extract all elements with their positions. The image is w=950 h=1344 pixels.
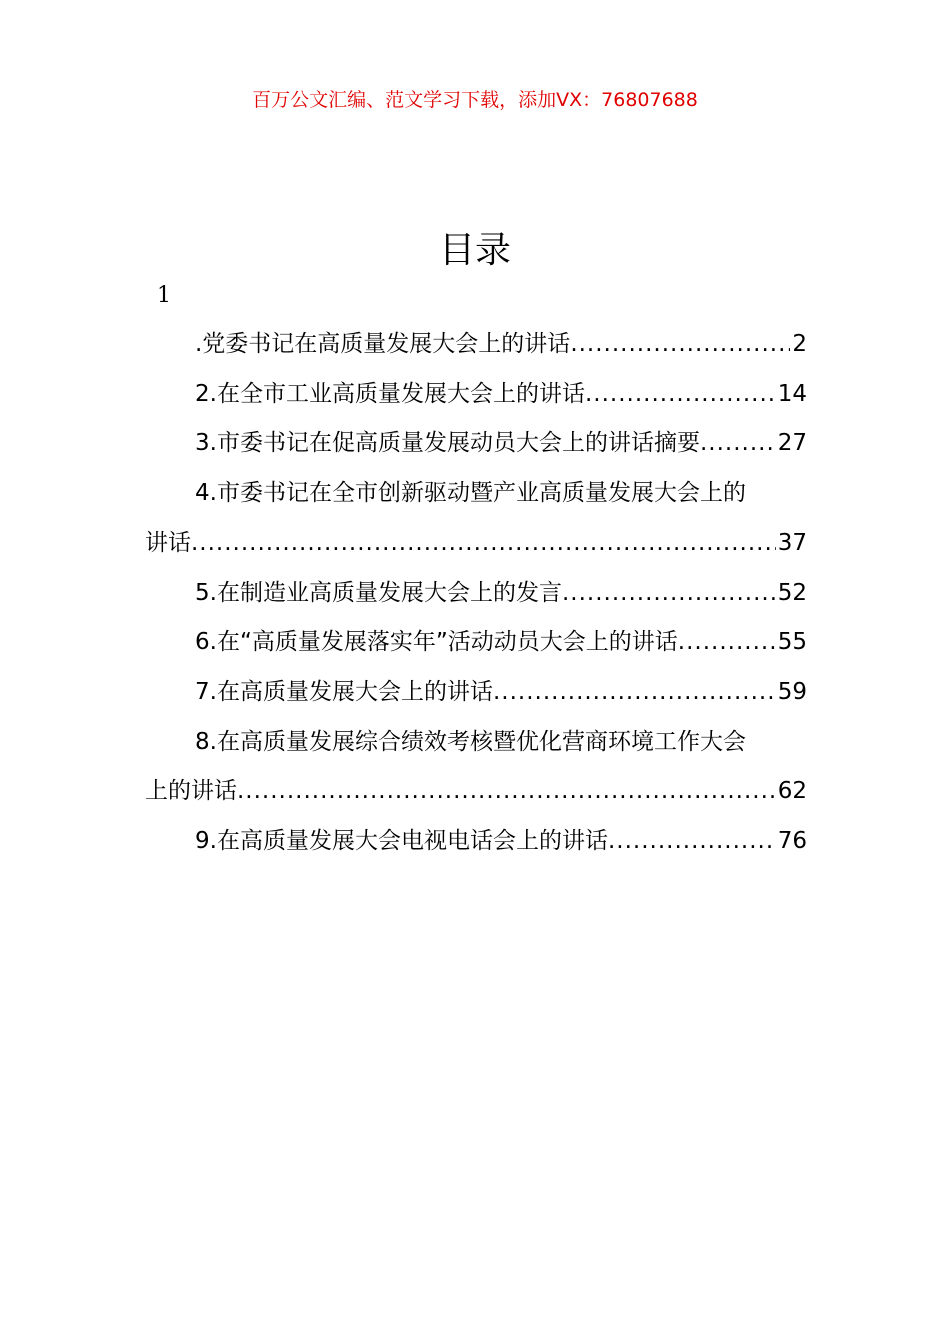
dot-leader <box>678 618 776 668</box>
toc-entry-2[interactable] <box>145 370 807 420</box>
toc-entry-title: 5.在制造业高质量发展大会上的发言 <box>195 579 562 606</box>
dot-leader <box>237 767 776 817</box>
toc-entry-title-continued: 讲话 <box>145 529 191 556</box>
toc-entry-title: 7.在高质量发展大会上的讲话 <box>195 678 493 705</box>
toc-entry-8[interactable] <box>145 718 807 817</box>
toc-entry-page: 37 <box>777 529 807 556</box>
toc-entry-page: 59 <box>777 678 807 705</box>
footnote-mark: 1 <box>157 283 171 308</box>
toc-entry-title: 6.在“高质量发展落实年”活动动员大会上的讲话 <box>195 629 678 656</box>
toc-entry-page: 14 <box>777 380 807 407</box>
dot-leader <box>700 419 776 469</box>
toc-entry-page: 52 <box>777 579 807 606</box>
dot-leader <box>191 519 776 569</box>
toc-entry-4[interactable] <box>145 469 807 568</box>
toc-entry-title: 3.市委书记在促高质量发展动员大会上的讲话摘要 <box>195 430 700 457</box>
toc-entry-7[interactable] <box>145 668 807 718</box>
dot-leader <box>570 320 790 370</box>
toc-entry-title: 2.在全市工业高质量发展大会上的讲话 <box>195 380 585 407</box>
toc-entry-1[interactable] <box>145 320 807 370</box>
toc-entry-6[interactable] <box>145 618 807 668</box>
toc-entry-title: 9.在高质量发展大会电视电话会上的讲话 <box>195 828 608 855</box>
toc-title: 目录 <box>438 230 511 271</box>
toc-entry-page: 27 <box>777 430 807 457</box>
dot-leader <box>562 569 776 619</box>
toc-entry-page: 2 <box>792 331 807 357</box>
toc-entry-title: 8.在高质量发展综合绩效考核暨优化营商环境工作大会 <box>195 728 746 755</box>
dot-leader <box>608 817 776 867</box>
toc-entry-title: 4.市委书记在全市创新驱动暨产业高质量发展大会上的 <box>195 480 746 507</box>
dot-leader <box>585 370 776 420</box>
toc-entry-9[interactable] <box>145 817 807 867</box>
toc-entry-page: 62 <box>777 778 807 805</box>
toc-entry-title: .党委书记在高质量发展大会上的讲话 <box>195 331 571 357</box>
toc-entry-title-continued: 上的讲话 <box>145 778 237 805</box>
toc-entry-page: 76 <box>777 828 807 855</box>
dot-leader <box>493 668 776 718</box>
toc-entry-5[interactable] <box>145 569 807 619</box>
header-note: 百万公文汇编、范文学习下载，添加VX：76807688 <box>252 89 698 111</box>
table-of-contents <box>145 320 807 867</box>
toc-entry-page: 55 <box>777 629 807 656</box>
toc-entry-3[interactable] <box>145 419 807 469</box>
